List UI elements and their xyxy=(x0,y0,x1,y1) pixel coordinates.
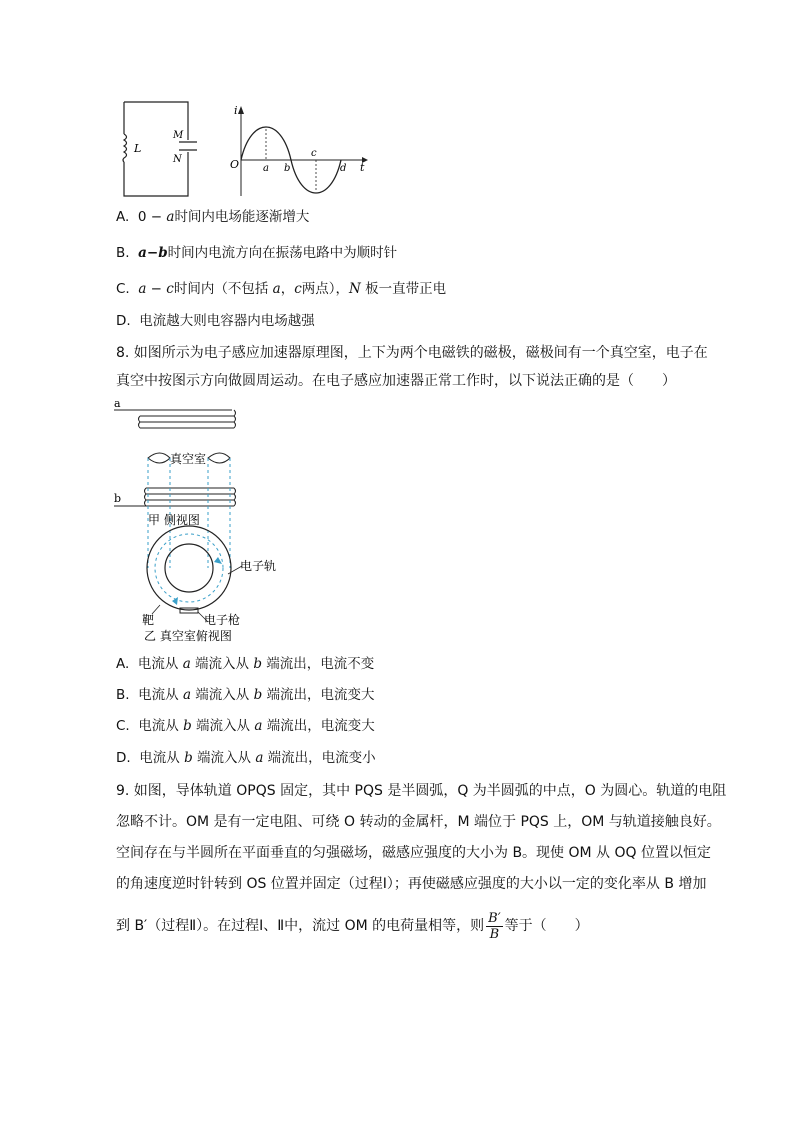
lc-figure xyxy=(116,96,376,206)
point-d-label: d xyxy=(340,163,347,174)
accelerator-figure xyxy=(112,396,302,646)
q7-option-b: B. a−b时间内电流方向在振荡电路中为顺时针 xyxy=(116,245,398,261)
terminal-b-label: b xyxy=(114,492,122,505)
q8-option-a: A. 电流从 a 端流入从 b 端流出，电流不变 xyxy=(116,656,375,672)
ratio-fraction: $\frac{B'}{B}$ xyxy=(488,910,501,942)
axis-t-label: t xyxy=(360,161,365,174)
q9-stem-line2: 忽略不计。OM 是有一定电阻、可绕 O 转动的金属杆，M 端位于 PQS 上，OM 与轨道接触良好。 xyxy=(116,814,721,830)
electron-gun-label: 电子枪 xyxy=(204,613,241,627)
current-graph xyxy=(230,104,368,196)
q9-stem-line5: 到 B′（过程Ⅱ）。在过程Ⅰ、Ⅱ中，流过 OM 的电荷量相等，则 $\frac{B'}{B}$ 等于（ ） xyxy=(116,910,589,942)
side-view-caption: 甲 侧视图 xyxy=(148,513,200,527)
axis-i-label: i xyxy=(234,104,238,117)
point-a-label: a xyxy=(263,163,269,174)
q7-option-a: A. 0 − a时间内电场能逐渐增大 xyxy=(116,209,310,225)
q9-stem-line4: 的角速度逆时针转到 OS 位置并固定（过程Ⅰ）；再使磁感应强度的大小以一定的变化率从 B 增加 xyxy=(116,876,707,892)
plate-n-label: N xyxy=(173,154,182,165)
q7-option-c: C. a − c时间内（不包括 a，c两点），N 板一直带正电 xyxy=(116,281,447,297)
q8-option-d: D. 电流从 b 端流入从 a 端流出，电流变小 xyxy=(116,750,376,766)
vacuum-chamber-label: 真空室 xyxy=(170,452,207,466)
origin-label: O xyxy=(230,158,240,171)
point-c-label: c xyxy=(311,148,317,159)
q9-stem-line1: 9. 如图，导体轨道 OPQS 固定，其中 PQS 是半圆弧，Q 为半圆弧的中点，O 为圆心。轨道的电阻 xyxy=(116,783,727,799)
inductor-label: L xyxy=(134,142,142,155)
top-view-caption: 乙 真空室俯视图 xyxy=(144,629,232,643)
point-b-label: b xyxy=(284,163,291,174)
target-label: 靶 xyxy=(142,613,155,627)
q7-option-d: D. 电流越大则电容器内电场越强 xyxy=(116,313,315,329)
q8-stem-line1: 8. 如图所示为电子感应加速器原理图，上下为两个电磁铁的磁极，磁极间有一个真空室，电子在 xyxy=(116,345,708,361)
q8-option-b: B. 电流从 a 端流入从 b 端流出，电流变大 xyxy=(116,687,375,703)
terminal-a-label: a xyxy=(114,397,121,410)
q8-option-c: C. 电流从 b 端流入从 a 端流出，电流变大 xyxy=(116,718,375,734)
electron-orbit-label: 电子轨 xyxy=(240,559,277,573)
q8-stem-line2: 真空中按图示方向做圆周运动。在电子感应加速器正常工作时，以下说法正确的是（ ） xyxy=(116,373,676,389)
q9-stem-line3: 空间存在与半圆所在平面垂直的匀强磁场，磁感应强度的大小为 B。现使 OM 从 OQ 位置以恒定 xyxy=(116,845,711,861)
plate-m-label: M xyxy=(173,130,184,141)
